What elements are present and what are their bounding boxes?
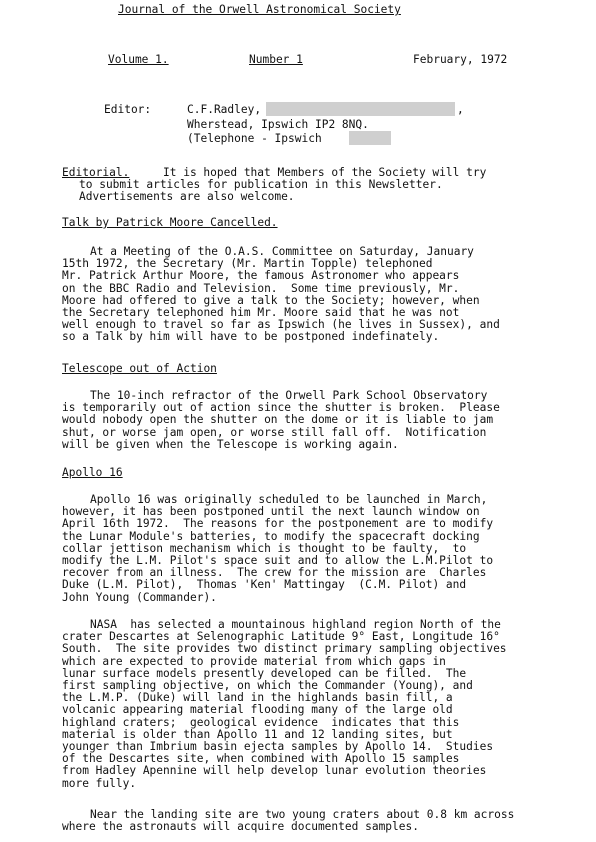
- section-heading: Telescope out of Action: [62, 362, 217, 375]
- editorial-line: It is hoped that Members of the Society will try: [163, 166, 487, 179]
- paragraph-line: lunar surface models presently developed can be filled. The: [62, 666, 467, 680]
- paragraph-line: April 16th 1972. The reasons for the postponement are to modify: [62, 517, 494, 531]
- volume-label: Volume 1.: [108, 53, 169, 66]
- editor-address: Wherstead, Ipswich IP2 8NQ.: [187, 118, 369, 131]
- paragraph-line: highland craters; geological evidence indicates that this: [62, 715, 460, 729]
- paragraph-line: Duke (L.M. Pilot), Thomas 'Ken' Mattingay (C.M. Pilot) and: [62, 578, 467, 592]
- paragraph-line: The 10-inch refractor of the Orwell Park School Observatory: [90, 389, 488, 402]
- paragraph-line: so a Talk by him will have to be postponed indefinately.: [62, 330, 440, 344]
- paragraph-line: first sampling objective, on which the Commander (Young), and: [62, 679, 473, 693]
- paragraph-line: the L.M.P. (Duke) will land in the highlands basin fill, a: [62, 691, 453, 705]
- paragraph-line: would nobody open the shutter on the dome or it is liable to jam: [62, 413, 494, 427]
- editor-name: C.F.Radley,: [187, 103, 262, 116]
- paragraph-line: younger than Imbrium basin ejecta samples by Apollo 14. Studies: [62, 740, 494, 754]
- paragraph-line: modify the L.M. Pilot's space suit and to allow the L.M.Pilot to: [62, 554, 494, 568]
- paragraph-line: is temporarily out of action since the shutter is broken. Please: [62, 401, 500, 415]
- section-heading: Apollo 16: [62, 466, 123, 479]
- paragraph-line: 15th 1972, the Secretary (Mr. Martin Topple) telephoned: [62, 257, 433, 271]
- issue-date: February, 1972: [413, 53, 508, 66]
- editorial-heading: Editorial.: [62, 166, 130, 179]
- section-heading: Talk by Patrick Moore Cancelled.: [62, 216, 278, 229]
- address-comma: ,: [457, 103, 464, 116]
- section-paragraph: [62, 246, 582, 344]
- paragraph-line: material is older than Apollo 11 and 12 landing sites, but: [62, 727, 453, 741]
- paragraph-line: however, it has been postponed until the next launch window on: [62, 505, 480, 519]
- journal-title: Journal of the Orwell Astronomical Society: [118, 3, 401, 16]
- paragraph-line: which are expected to provide material from which gaps in: [62, 654, 446, 668]
- paragraph-line: collar jettison mechanism which is thought to be faulty, to: [62, 541, 467, 555]
- paragraph-line: from Hadley Apennine will help develop lunar evolution theories: [62, 764, 487, 778]
- editor-telephone-label: (Telephone - Ipswich: [187, 132, 322, 145]
- paragraph-line: South. The site provides two distinct primary sampling objectives: [62, 642, 507, 656]
- paragraph-line: shut, or worse jam open, or worse still fall off. Notification: [62, 425, 487, 439]
- redacted-address: [266, 102, 455, 116]
- paragraph-line: will be given when the Telescope is working again.: [62, 437, 399, 451]
- editor-label: Editor:: [104, 103, 152, 116]
- paragraph-line: of the Descartes site, when combined with Apollo 15 samples: [62, 752, 460, 766]
- section-paragraph: [62, 390, 582, 451]
- number-label: Number 1: [249, 53, 303, 66]
- paragraph-line: Moore had offered to give a talk to the Society; however, when: [62, 293, 480, 307]
- paragraph-line: Mr. Patrick Arthur Moore, the famous Astronomer who appears: [62, 269, 460, 283]
- paragraph-line: the Secretary telephoned him Mr. Moore said that he was not: [62, 306, 460, 320]
- editorial-line: to submit articles for publication in this Newsletter.: [79, 178, 443, 191]
- paragraph-line: NASA has selected a mountainous highland region North of the: [90, 618, 501, 631]
- paragraph-line: well enough to travel so far as Ipswich (he lives in Sussex), and: [62, 318, 500, 332]
- redacted-telephone: [349, 131, 391, 145]
- section-paragraph: [62, 619, 582, 790]
- paragraph-line: on the BBC Radio and Television. Some time previously, Mr.: [62, 281, 460, 295]
- paragraph-line: Apollo 16 was originally scheduled to be launched in March,: [90, 493, 488, 506]
- editorial-line: Advertisements are also welcome.: [79, 190, 295, 203]
- paragraph-line: volcanic appearing material flooding many of the large old: [62, 703, 453, 717]
- paragraph-line: John Young (Commander).: [62, 590, 217, 604]
- paragraph-line: recover from an illness. The crew for the mission are Charles: [62, 566, 487, 580]
- paragraph-line: the Lunar Module's batteries, to modify the spacecraft docking: [62, 529, 480, 543]
- paragraph-line: Near the landing site are two young craters about 0.8 km across: [90, 808, 515, 821]
- paragraph-line: At a Meeting of the O.A.S. Committee on Saturday, January: [90, 245, 474, 258]
- paragraph-line: more fully.: [62, 776, 137, 790]
- paragraph-line: crater Descartes at Selenographic Latitude 9° East, Longitude 16°: [62, 630, 500, 644]
- paragraph-line: where the astronauts will acquire documented samples.: [62, 820, 419, 834]
- section-paragraph: [62, 809, 582, 833]
- section-paragraph: [62, 494, 582, 604]
